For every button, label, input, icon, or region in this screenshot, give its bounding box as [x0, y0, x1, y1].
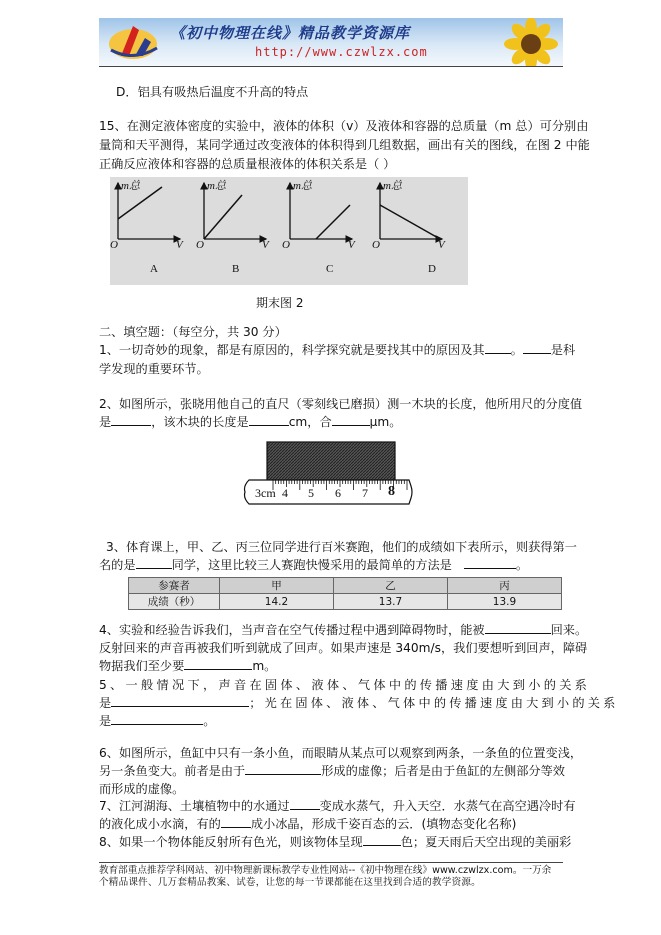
q8-blank-1[interactable]	[363, 833, 401, 846]
sunflower-icon	[491, 18, 563, 66]
graph-a-label: A	[150, 263, 158, 275]
q2-text-a: 是	[99, 415, 112, 429]
ruler-num-6: 6	[335, 486, 341, 500]
q7-text-c: 的液化成小水滴，有的	[99, 817, 221, 831]
q7-text-b: 变成水蒸气，升入天空．水蒸气在高空遇冷时有	[319, 799, 576, 813]
graph-d-origin: O	[372, 239, 380, 251]
header-divider	[99, 66, 563, 67]
q4-text-b2: m。	[252, 659, 277, 673]
q4-text-b: 回来。	[550, 623, 588, 637]
q4-blank-2[interactable]	[184, 657, 252, 670]
section2-title: 二、填空题：（每空分，共 30 分）	[99, 325, 287, 339]
q4-line3	[99, 657, 276, 675]
header-url[interactable]: http://www.czwlzx.com	[255, 45, 428, 59]
q5-line3	[99, 712, 215, 730]
q2-blank-1[interactable]	[111, 413, 151, 426]
q2-text-c: cm，合	[288, 415, 332, 429]
graph-a-x-label: V	[176, 239, 183, 251]
ruler-num-7: 7	[362, 486, 368, 500]
q4-line1	[99, 621, 587, 639]
q4-text-a2: 物据我们至少要	[99, 659, 185, 673]
q7-blank-2[interactable]	[221, 815, 251, 828]
ruler-unit-text: cm	[261, 486, 276, 500]
graph-b-line	[204, 195, 242, 239]
table-header-cell: 甲	[220, 578, 334, 594]
q2-line2	[99, 413, 401, 431]
q3-text-a: 名的是	[99, 558, 136, 572]
q2-text-d: μm。	[369, 415, 402, 429]
footer	[99, 865, 569, 889]
footer-line1: 教育部重点推荐学科网站、初中物理新课标教学专业性网站--《初中物理在线》www.czwlzx.com。一万余	[99, 865, 552, 876]
ruler-num-8: 8	[388, 484, 395, 499]
q15-graph-figure	[110, 177, 468, 285]
q2-line1: 2、如图所示，张晓用他自己的直尺（零刻线已磨损）测一木块的长度，他所用尺的分度值	[99, 397, 583, 411]
q8-text-b: 色；夏天雨后天空出现的美丽彩	[400, 835, 572, 849]
q6-blank-1[interactable]	[245, 762, 321, 775]
q1-blank-1[interactable]	[485, 341, 511, 354]
q5-blank-1[interactable]	[111, 694, 249, 707]
q5-text-b: ；光在固体、液体、气体中的传播速度由大到小的关系	[249, 696, 619, 710]
graph-b-y-label: m总	[207, 180, 226, 192]
q5-text-a: 是	[99, 696, 112, 710]
q15-line1: 15、在测定液体密度的实验中，液体的体积（v）及液体和容器的总质量（m 总）可分别由	[99, 119, 589, 133]
graph-b-label: B	[232, 263, 240, 275]
graph-c-x-label: V	[348, 239, 355, 251]
ruler-figure	[243, 440, 415, 510]
q3-blank-1[interactable]	[136, 556, 172, 569]
table-header-cell: 丙	[448, 578, 562, 594]
graph-c-label: C	[326, 263, 334, 275]
q2-text-b: ，该木块的长度是	[151, 415, 249, 429]
q15-line2: 量筒和天平测得，某同学通过改变液体的体积得到几组数据，画出有关的图线，在图 2 中能	[99, 138, 590, 152]
graph-a-origin: O	[110, 239, 118, 251]
ruler-num-5: 5	[308, 486, 314, 500]
q5-line1: 5、一般情况下，声音在固体、液体、气体中的传播速度由大到小的关系	[99, 678, 591, 692]
q7-blank-1[interactable]	[290, 797, 320, 810]
q15-figure-caption: 期末图 2	[256, 296, 304, 310]
q6-text-a: 另一条鱼变大。前者是由于	[99, 764, 246, 778]
q3-text-b: 同学，这里比较三人赛跑快慢采用的最简单的方法是	[171, 558, 452, 572]
graph-c-origin: O	[282, 239, 290, 251]
q6-text-b: 形成的虚像；后者是由于鱼缸的左侧部分等效	[321, 764, 565, 778]
q7-text-d: 成小冰晶，形成千姿百态的云．(填物态变化名称)	[250, 817, 517, 831]
q7-line1	[99, 797, 576, 815]
table-row	[129, 594, 562, 610]
q6-line2	[99, 762, 565, 780]
q15-line3: 正确反应液体和容器的总质量根液体的体积关系是（ ）	[99, 157, 396, 171]
ruler-num-4: 4	[282, 486, 288, 500]
q2-blank-2[interactable]	[249, 413, 289, 426]
graph-d-label: D	[428, 263, 436, 275]
q2-blank-3[interactable]	[332, 413, 370, 426]
table-cell: 13.9	[448, 594, 562, 610]
table-header-cell: 乙	[334, 578, 448, 594]
table-cell: 13.7	[334, 594, 448, 610]
q7-line2	[99, 815, 516, 833]
table-header-cell: 参赛者	[129, 578, 220, 594]
q1-text-b: 。	[510, 343, 523, 357]
table-header-row	[129, 578, 562, 594]
q4-line2: 反射回来的声音再被我们听到就成了回声。如果声速是 340m/s，我们要想听到回声，障碍	[99, 641, 588, 655]
ruler-num-3: 3	[255, 486, 261, 500]
q6-line3: 而形成的虚像。	[99, 782, 185, 796]
q5-text-d: 。	[203, 714, 216, 728]
q4-text-a: 4、实验和经验告诉我们，当声音在空气传播过程中遇到障碍物时，能被	[99, 623, 485, 637]
graph-d-y-label: m总	[383, 180, 402, 192]
q4-blank-1[interactable]	[485, 621, 551, 634]
q3-blank-2[interactable]	[464, 556, 516, 569]
graph-c-line	[316, 205, 350, 239]
table-cell: 成绩（秒）	[129, 594, 220, 610]
graph-d-x-label: V	[438, 239, 445, 251]
q1-text-a: 1、一切奇妙的现象，都是有原因的，科学探究就是要找其中的原因及其	[99, 343, 485, 357]
graph-a-y-label: m总	[121, 180, 140, 192]
footer-divider	[99, 862, 563, 863]
q15-graphs-svg	[110, 177, 468, 285]
q1-line1	[99, 341, 575, 359]
header-title: 《初中物理在线》精品教学资源库	[170, 24, 411, 42]
q5-line2	[99, 694, 619, 712]
ruler-unit	[255, 486, 276, 501]
graph-b-origin: O	[196, 239, 204, 251]
q1-blank-2[interactable]	[523, 341, 551, 354]
score-table	[128, 577, 562, 610]
q8-line1	[99, 833, 571, 851]
q5-blank-2[interactable]	[111, 712, 203, 725]
graph-c-y-label: m总	[293, 180, 312, 192]
q5-text-c: 是	[99, 714, 112, 728]
q3-line1: 3、体育课上，甲、乙、丙三位同学进行百米赛跑，他们的成绩如下表所示，则获得第一	[106, 540, 577, 554]
q1-text-c: 是科	[550, 343, 576, 357]
q6-line1: 6、如图所示，鱼缸中只有一条小鱼，而眼睛从某点可以观察到两条，一条鱼的位置变浅，	[99, 746, 583, 760]
graph-d-line	[380, 205, 440, 239]
q1-line2: 学发现的重要环节。	[99, 362, 209, 376]
graph-b-x-label: V	[262, 239, 269, 251]
q3-line2	[99, 556, 528, 574]
table-cell: 14.2	[220, 594, 334, 610]
q8-text-a: 8、如果一个物体能反射所有色光，则该物体呈现	[99, 835, 363, 849]
wood-block	[267, 442, 395, 480]
q14-option-d: D．铝具有吸热后温度不升高的特点	[116, 85, 309, 99]
footer-line2: 个精品课件、几万套精品教案、试卷，让您的每一节课都能在这里找到合适的教学资源。	[99, 877, 481, 888]
q7-text-a: 7、江河湖海、土壤植物中的水通过	[99, 799, 290, 813]
q3-text-c: 。	[515, 558, 529, 572]
